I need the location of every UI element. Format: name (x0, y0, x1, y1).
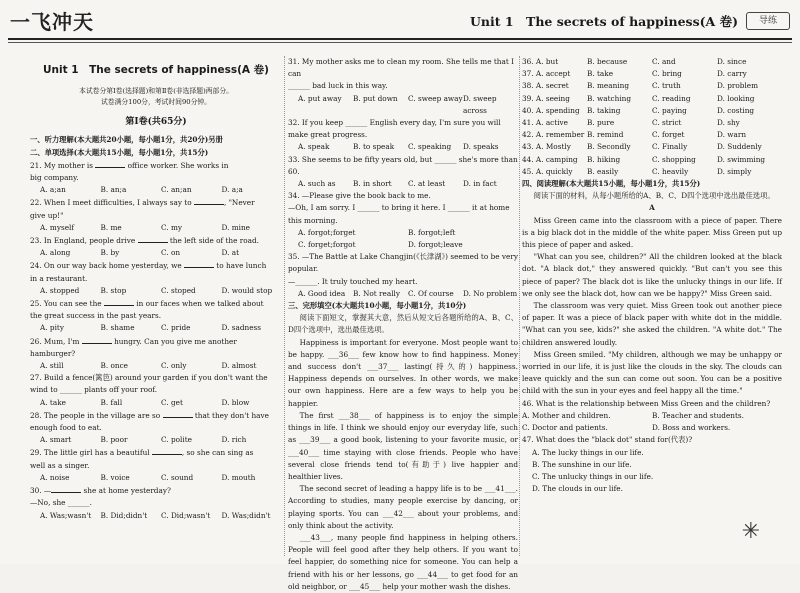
options-row (288, 239, 518, 251)
option[interactable]: A. speak (298, 142, 330, 152)
option[interactable]: C. Doctor and patients. (522, 423, 608, 433)
question-text: 22. When I meet difficulties, I always say to (30, 198, 194, 208)
option[interactable]: C. bring (652, 69, 682, 79)
option[interactable]: 38. A. secret (522, 81, 569, 91)
option[interactable]: A. take (40, 397, 66, 407)
option[interactable]: D. at (221, 248, 240, 258)
options-row (30, 434, 282, 446)
paper-title: Unit 1 The secrets of happiness(A 卷) (43, 64, 269, 76)
question-stem: 33. She seems to be fifty years old, but ______ she's more than 60. (288, 154, 518, 176)
question-text: the left side of the road. (167, 236, 259, 246)
option[interactable]: D. in fact (463, 179, 497, 189)
option[interactable]: B. take (587, 69, 614, 79)
option[interactable]: C. sweep away (408, 93, 463, 103)
options-row (522, 80, 782, 92)
question-stem: 32. If you keep ______ English every day, I'm sure you will (288, 118, 501, 128)
options-row (30, 472, 282, 484)
option[interactable]: B. remind (587, 130, 624, 140)
header-rule-thin (8, 42, 792, 43)
reading-paragraph: "What can you see, children?" All the children looked at the black dot. "A black dot," they answered quickly. "But can't you see this piece of paper? The black dot is like the unlucky things in our life. If we only see the black dot, how can we be happy?" Miss Green said. (522, 252, 782, 298)
option[interactable]: D. almost (221, 361, 257, 371)
option[interactable]: B. Teacher and students. (652, 410, 744, 420)
option[interactable]: B. me (100, 222, 122, 232)
option[interactable]: C. stoped (161, 285, 196, 295)
option[interactable]: B. voice (100, 472, 130, 482)
question-text: 24. On our way back home yesterday, we (30, 261, 184, 271)
options-row (288, 227, 518, 239)
option[interactable]: B. Not really (353, 288, 400, 298)
option[interactable]: B. Did;didn't (100, 510, 148, 520)
option[interactable]: C. forget (652, 130, 685, 140)
question-text: 25. You can see the (30, 299, 104, 309)
section-heading: 四、阅读理解(本大题共15小题，每小题1分，共15分) (522, 179, 701, 189)
option[interactable]: B. The sunshine in our life. (532, 459, 632, 469)
cloze-paragraph: Happiness is important for everyone. Most people want to be happy. ___36___ few know how to find happiness. Money and success don't ___37___ lasting(持久的) happiness. Happiness depends on ourselves. In other words, we make our own happiness. Here are a few ways to help you be happier. (288, 337, 518, 408)
brand-logo: 一飞冲天 (10, 10, 94, 34)
reading-paragraph: Miss Green came into the classroom with a piece of paper. There is a big black dot in the middle of the white paper. Miss Green put up this piece of paper and asked. (522, 215, 782, 250)
option[interactable]: B. once (100, 361, 128, 371)
option[interactable]: D. shy (717, 118, 740, 128)
answer-blank[interactable] (95, 159, 125, 168)
option[interactable]: C. The unlucky things in our life. (532, 471, 654, 481)
option[interactable]: A. along (40, 248, 71, 258)
option[interactable]: A. a;an (40, 185, 66, 195)
middle-column (288, 56, 518, 593)
option[interactable]: B. fall (100, 397, 123, 407)
question-stem: 31. My mother asks me to clean my room. She tells me that I can (288, 57, 514, 79)
question-continuation: the great success in the past years. (30, 311, 162, 321)
option[interactable]: B. meaning (587, 81, 629, 91)
options-row (288, 93, 518, 117)
question-text: , "Never (223, 198, 255, 208)
section-instructions: 阅读下面的材料，从每小题所给的A、B、C、D四个选项中选出最佳选项。 (533, 191, 775, 201)
option[interactable]: B. Secondly (587, 142, 631, 152)
option[interactable]: D. rich (221, 435, 247, 445)
option[interactable]: D. problem (717, 81, 759, 91)
options-row (30, 247, 282, 259)
section-heading: 二、单项选择(本大题共15小题，每小题1分，共15分) (30, 147, 209, 157)
question-continuation: well as a singer. (30, 460, 90, 470)
question-text: 27. Build a fence(篱笆) around your garden if you don't want the (30, 373, 268, 383)
option[interactable]: C. forget;forgot (298, 240, 356, 250)
option[interactable]: D. Boss and workers. (652, 423, 731, 433)
question-stem (30, 446, 282, 459)
option[interactable]: A. still (40, 361, 64, 371)
option[interactable]: 39. A. seeing (522, 93, 570, 103)
option[interactable]: B. hiking (587, 154, 621, 164)
option[interactable]: A. forgot;forget (298, 227, 356, 237)
option[interactable]: B. in short (353, 179, 392, 189)
options-row (522, 129, 782, 141)
cloze-paragraph: The first ___38___ of happiness is to enjoy the simple things in life. I think we should enjoy our everyday life, such as ___39___ a good book, listening to your favorite music, or ___40___ time staying with close friends. People who have several close friends tend to(有助于) live happier and healthier lives. (288, 410, 518, 481)
option[interactable]: A. pity (40, 323, 64, 333)
options-row (522, 166, 782, 178)
question-continuation: —______. It truly touched my heart. (288, 276, 418, 286)
sparkle-icon: ✳ (741, 519, 760, 544)
option[interactable]: C. paying (652, 105, 687, 115)
question-text: office worker. She works in (125, 160, 229, 170)
option[interactable]: 44. A. camping (522, 154, 578, 164)
part-heading: 第Ⅰ卷(共65分) (125, 117, 187, 128)
option[interactable]: D. carry (717, 69, 747, 79)
answer-blank[interactable] (184, 259, 214, 268)
option[interactable]: B. put down (353, 93, 398, 103)
option[interactable]: B. pure (587, 118, 615, 128)
option[interactable]: B. because (587, 57, 628, 66)
option[interactable]: B. forgot;left (408, 227, 456, 237)
option[interactable]: B. stop (100, 285, 127, 295)
option[interactable]: D. blow (221, 397, 250, 407)
options-row (30, 360, 282, 372)
option[interactable]: C. Did;wasn't (161, 510, 211, 520)
option[interactable]: C. shopping (652, 154, 696, 164)
question-text: 30. — (30, 486, 52, 496)
option[interactable]: A. Good idea (298, 288, 346, 298)
option[interactable]: C. at least (408, 179, 446, 189)
question-text: 28. The people in the village are so (30, 410, 163, 420)
exam-note: 试卷满分100分，考试时间90分钟。 (101, 98, 211, 107)
column-divider (519, 56, 520, 556)
option[interactable]: D. warn (717, 130, 747, 140)
question-text: to have lunch (213, 261, 267, 271)
page-header (0, 0, 800, 40)
option[interactable]: A. such as (298, 179, 336, 189)
options-row (522, 141, 782, 153)
question-text: she at home yesterday? (81, 486, 171, 496)
option[interactable]: B. watching (587, 93, 632, 103)
options-row (30, 510, 282, 522)
question-text: 23. In England, people drive (30, 236, 138, 246)
option[interactable]: D. mine (221, 222, 250, 232)
question-continuation: big company. (30, 173, 79, 183)
question-text: that they don't have (192, 410, 269, 420)
option[interactable]: B. easily (587, 166, 619, 176)
question-stem: 35. —The Battle at Lake Changjin(《长津湖》) seemed to be very popular. (288, 252, 518, 274)
column-divider (284, 56, 285, 556)
option[interactable]: C. reading (652, 93, 691, 103)
options-row (30, 322, 282, 334)
question-stem: 47. What does the "black dot" stand for(代表)? (522, 435, 693, 445)
options-row (30, 397, 282, 409)
cloze-paragraph: The second secret of leading a happy life is to be ___41___. According to studies, many people exercise by dancing, or playing sports. You can ___42___ about your problems, and only think about the activity. (288, 484, 518, 530)
question-text: 21. My mother is (30, 160, 96, 170)
option[interactable]: C. Finally (652, 142, 688, 152)
option[interactable]: A. Was;wasn't (40, 510, 92, 520)
question-continuation: make great progress. (288, 130, 368, 140)
question-continuation: —No, she ______. (30, 498, 93, 508)
question-text: in our faces when we talked about (133, 299, 264, 309)
option[interactable]: C. get (161, 397, 183, 407)
options-row (288, 288, 518, 300)
options-row (522, 105, 782, 117)
option[interactable]: D. simply (717, 166, 752, 176)
option[interactable]: 45. A. quickly (522, 166, 573, 176)
option[interactable]: C. strict (652, 118, 682, 128)
option[interactable]: C. an;an (161, 185, 192, 195)
option[interactable]: D. forgot;leave (408, 240, 463, 250)
question-stem (30, 372, 282, 384)
cloze-options (522, 56, 782, 178)
answer-blank[interactable] (194, 196, 224, 205)
question-text: 29. The little girl has a beautiful (30, 448, 152, 458)
option[interactable]: D. would stop (221, 285, 273, 295)
option[interactable]: D. sadness (221, 323, 262, 333)
options-row (522, 56, 782, 68)
left-column (30, 56, 282, 522)
option[interactable]: 43. A. Mostly (522, 142, 571, 152)
options-row (522, 93, 782, 105)
section-heading: 一、听力理解(本大题共20小题，每小题1分，共20分)另册 (30, 135, 223, 145)
option[interactable]: B. poor (100, 435, 128, 445)
option[interactable]: D. Was;didn't (221, 510, 271, 520)
question-stem (30, 159, 282, 172)
book-icon: 导练 (746, 12, 790, 30)
reading-paragraph: The classroom was very quiet. Miss Green took out another piece of paper. It was a piece of black paper with white dot in the middle. "What can you see, kids?" she asked the children. "A white dot." The children answered loudly. (522, 301, 782, 347)
question-stem (30, 259, 282, 272)
option[interactable]: B. by (100, 248, 120, 258)
answer-blank[interactable] (163, 409, 193, 418)
options-row (522, 117, 782, 129)
option[interactable]: A. The lucky things in our life. (532, 447, 644, 457)
option[interactable]: C. and (652, 57, 676, 66)
option[interactable]: D. speaks (463, 142, 499, 152)
option[interactable]: 37. A. accept (522, 69, 571, 79)
option[interactable]: C. Of course (408, 288, 454, 298)
passage-label: A (649, 203, 655, 213)
option[interactable]: 36. A. but (522, 57, 559, 66)
options-row (288, 141, 518, 153)
option[interactable]: D. mouth (221, 472, 256, 482)
option[interactable]: C. truth (652, 81, 681, 91)
option[interactable]: 41. A. active (522, 118, 568, 128)
option[interactable]: A. put away (298, 93, 342, 103)
cloze-paragraph: ___43___, many people find happiness in helping others. People will feel good after they help others. If you want to feel happier, do something nice for someone. You can help a friend with his or her lessons, go ___44___ to get food for an old neighbor, or ___45___ help your mother wash the dishes. (288, 532, 518, 591)
option[interactable]: C. pride (161, 323, 191, 333)
question-stem (30, 335, 282, 348)
option[interactable]: B. taking (587, 105, 621, 115)
options-row (522, 422, 782, 434)
question-continuation: ______ bad luck in this way. (288, 81, 388, 91)
question-continuation: enough food to eat. (30, 423, 102, 433)
question-continuation: hamburger? (30, 348, 76, 358)
option[interactable]: A. Mother and children. (522, 410, 611, 420)
answer-blank[interactable] (104, 297, 134, 306)
option[interactable]: D. a;a (221, 185, 243, 195)
option[interactable]: B. an;a (100, 185, 127, 195)
question-stem (30, 297, 282, 310)
question-text: hungry. Can you give me another (111, 336, 237, 346)
options-row (522, 410, 782, 422)
option[interactable]: 40. A. spending (522, 105, 580, 115)
question-stem (30, 484, 282, 497)
question-stem (30, 196, 282, 209)
question-continuation: give up!" (30, 210, 64, 220)
option[interactable]: D. The clouds in our life. (532, 484, 623, 494)
question-stem (30, 234, 282, 247)
option[interactable]: C. polite (161, 435, 192, 445)
option[interactable]: A. myself (40, 222, 75, 232)
options-row (522, 154, 782, 166)
option[interactable]: 42. A. remember (522, 130, 585, 140)
option[interactable]: D. swimming (717, 154, 766, 164)
answer-blank[interactable] (138, 234, 168, 243)
option[interactable]: B. shame (100, 323, 135, 333)
option[interactable]: D. sweep across (463, 93, 497, 115)
option[interactable]: D. costing (717, 105, 755, 115)
option[interactable]: C. only (161, 361, 187, 371)
question-stem: 34. —Please give the book back to me. (288, 191, 431, 201)
option[interactable]: B. to speak (353, 142, 395, 152)
running-header: Unit 1 The secrets of happiness(A 卷) (469, 14, 738, 29)
option[interactable]: A. noise (40, 472, 70, 482)
option[interactable]: C. heavily (652, 166, 689, 176)
option[interactable]: D. No problem (463, 288, 518, 298)
answer-blank[interactable] (82, 335, 112, 344)
question-continuation: —Oh, I am sorry. I ______ to bring it here. I ______ it at home this morning. (288, 203, 510, 225)
question-list (30, 159, 282, 522)
option[interactable]: D. looking (717, 93, 755, 103)
options-row (288, 178, 518, 190)
options-row (30, 285, 282, 297)
answer-blank[interactable] (51, 484, 81, 493)
question-continuation: in a restaurant. (30, 273, 88, 283)
question-continuation: wind to ______ plants off your roof. (30, 385, 158, 395)
option[interactable]: A. smart (40, 435, 72, 445)
header-rule (8, 38, 792, 40)
question-text: , so she can sing as (181, 448, 254, 458)
option[interactable]: A. stopped (40, 285, 80, 295)
reading-paragraph: Miss Green smiled. "My children, although we may be unhappy or worried in our life, it is just like the clouds in the sky. The clouds can leave quickly and the sun can come out soon. You can be a positive child with the sun in your eyes and feel happy all the time." (522, 349, 782, 396)
option[interactable]: D. Suddenly (717, 142, 762, 152)
option[interactable]: D. since (717, 57, 747, 66)
right-column (522, 56, 782, 495)
question-text: 26. Mum, I'm (30, 336, 82, 346)
option[interactable]: C. on (161, 248, 181, 258)
question-list (288, 56, 518, 300)
option[interactable]: C. sound (161, 472, 194, 482)
options-row (30, 184, 282, 196)
options-row (30, 222, 282, 234)
option[interactable]: C. speaking (408, 142, 452, 152)
answer-blank[interactable] (152, 446, 182, 455)
options-row (522, 68, 782, 80)
option[interactable]: C. my (161, 222, 183, 232)
section-heading: 三、完形填空(本大题共10小题，每小题1分，共10分) (288, 301, 467, 311)
question-stem: 46. What is the relationship between Miss Green and the children? (522, 398, 771, 408)
section-instructions: 阅读下面短文，掌握其大意，然后从短文后各题所给的A、B、C、D四个选项中，选出最佳选项。 (288, 313, 518, 335)
question-stem (30, 409, 282, 422)
exam-note: 本试卷分第Ⅰ卷(选择题)和第Ⅱ卷(非选择题)两部分。 (79, 87, 233, 96)
